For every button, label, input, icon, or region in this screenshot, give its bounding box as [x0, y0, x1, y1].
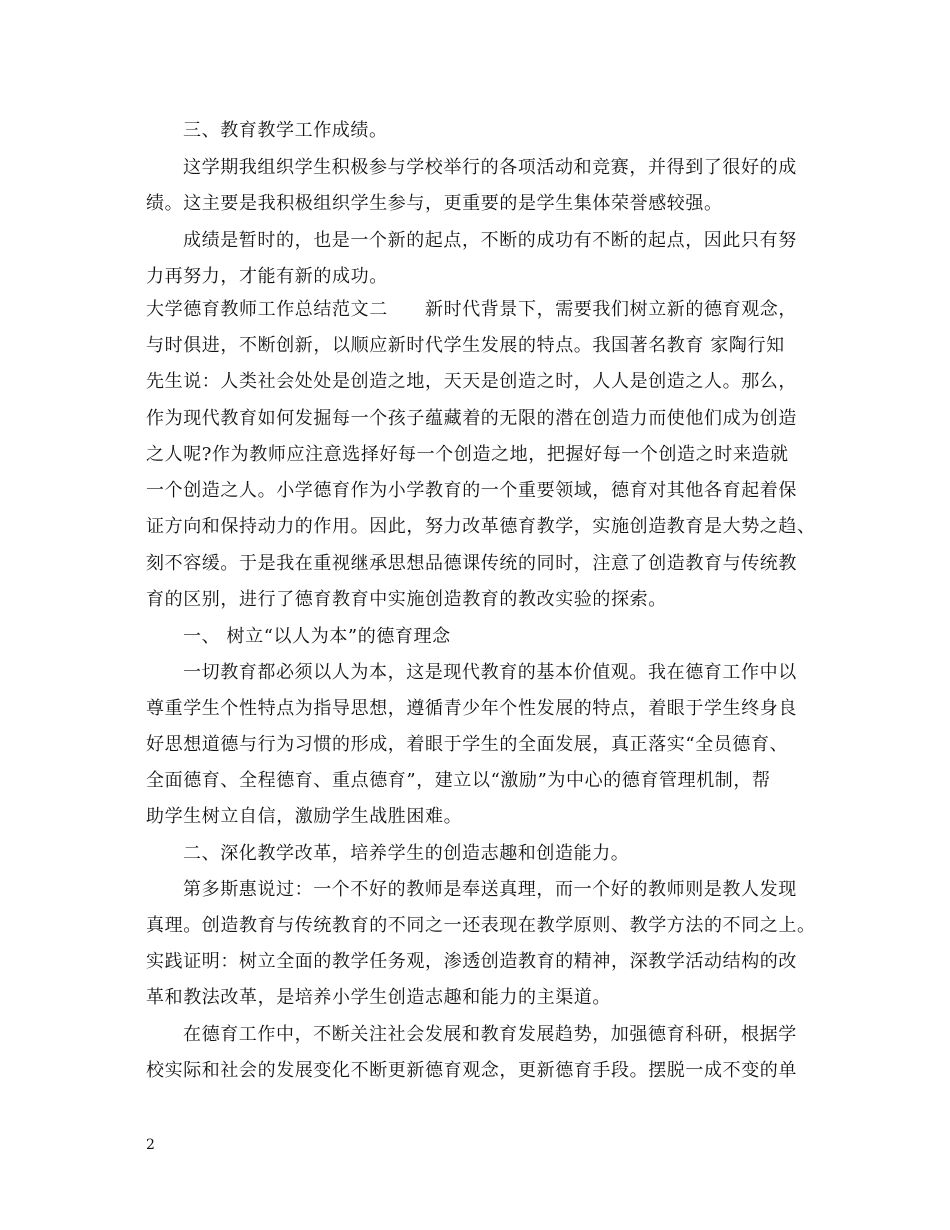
text-line: 一个创造之人。小学德育作为小学教育的一个重要领域，德育对其他各育起着保: [146, 480, 797, 501]
text-line: 实践证明：树立全面的教学任务观，渗透创造教育的精神，深教学活动结构的改: [146, 951, 797, 972]
text-line: 革和教法改革，是培养小学生创造志趣和能力的主渠道。: [146, 987, 611, 1008]
text-line: 全面德育、全程德育、重点德育”，建立以“激励”为中心的德育管理机制，帮: [146, 770, 771, 791]
section-heading-3: 三、教育教学工作成绩。: [183, 120, 388, 141]
text-line: 成绩是暂时的，也是一个新的起点，不断的成功有不断的起点，因此只有努: [183, 230, 797, 251]
text-line: 一切教育都必须以人为本，这是现代教育的基本价值观。我在德育工作中以: [183, 662, 797, 683]
text-line: 校实际和社会的发展变化不断更新德育观念，更新德育手段。摆脱一成不变的单: [146, 1060, 797, 1081]
article-title-line: 大学德育教师工作总结范文二 新时代背景下，需要我们树立新的德育观念，: [146, 299, 797, 320]
text-line: 刻不容缓。于是我在重视继承思想品德课传统的同时，注意了创造教育与传统教: [146, 553, 797, 574]
text-line: 尊重学生个性特点为指导思想，遵循青少年个性发展的特点，着眼于学生终身良: [146, 698, 797, 719]
section-heading-1: 一、 树立“以人为本”的德育理念: [183, 626, 451, 647]
page-number: 2: [146, 1137, 155, 1153]
text-line: 作为现代教育如何发掘每一个孩子蕴藏着的无限的潜在创造力而使他们成为创造: [146, 408, 797, 429]
text-line: 先生说：人类社会处处是创造之地，天天是创造之时，人人是创造之人。那么，: [146, 371, 797, 392]
text-line: 真理。创造教育与传统教育的不同之一还表现在教学原则、教学方法的不同之上。: [146, 915, 816, 936]
text-line: 证方向和保持动力的作用。因此，努力改革德育教学，实施创造教育是大势之趋、: [146, 516, 816, 537]
section-heading-2: 二、深化教学改革，培养学生的创造志趣和创造能力。: [183, 843, 630, 864]
text-line: 与时俱进，不断创新，以顺应新时代学生发展的特点。我国著名教育 家陶行知: [146, 335, 785, 356]
text-line: 助学生树立自信，激励学生战胜困难。: [146, 806, 463, 827]
text-line: 力再努力，才能有新的成功。: [146, 266, 388, 287]
text-line: 之人呢?作为教师应注意选择好每一个创造之地，把握好每一个创造之时来造就: [146, 444, 789, 465]
text-line: 第多斯惠说过：一个不好的教师是奉送真理，而一个好的教师则是教人发现: [183, 879, 797, 900]
text-line: 育的区别，进行了德育教育中实施创造教育的教改实验的探索。: [146, 589, 667, 610]
text-line: 在德育工作中，不断关注社会发展和教育发展趋势，加强德育科研，根据学: [183, 1024, 797, 1045]
text-line: 这学期我组织学生积极参与学校举行的各项活动和竞赛，并得到了很好的成: [183, 157, 797, 178]
text-line: 绩。这主要是我积极组织学生参与，更重要的是学生集体荣誉感较强。: [146, 193, 723, 214]
text-line: 好思想道德与行为习惯的形成，着眼于学生的全面发展，真正落实“全员德育、: [146, 734, 789, 755]
